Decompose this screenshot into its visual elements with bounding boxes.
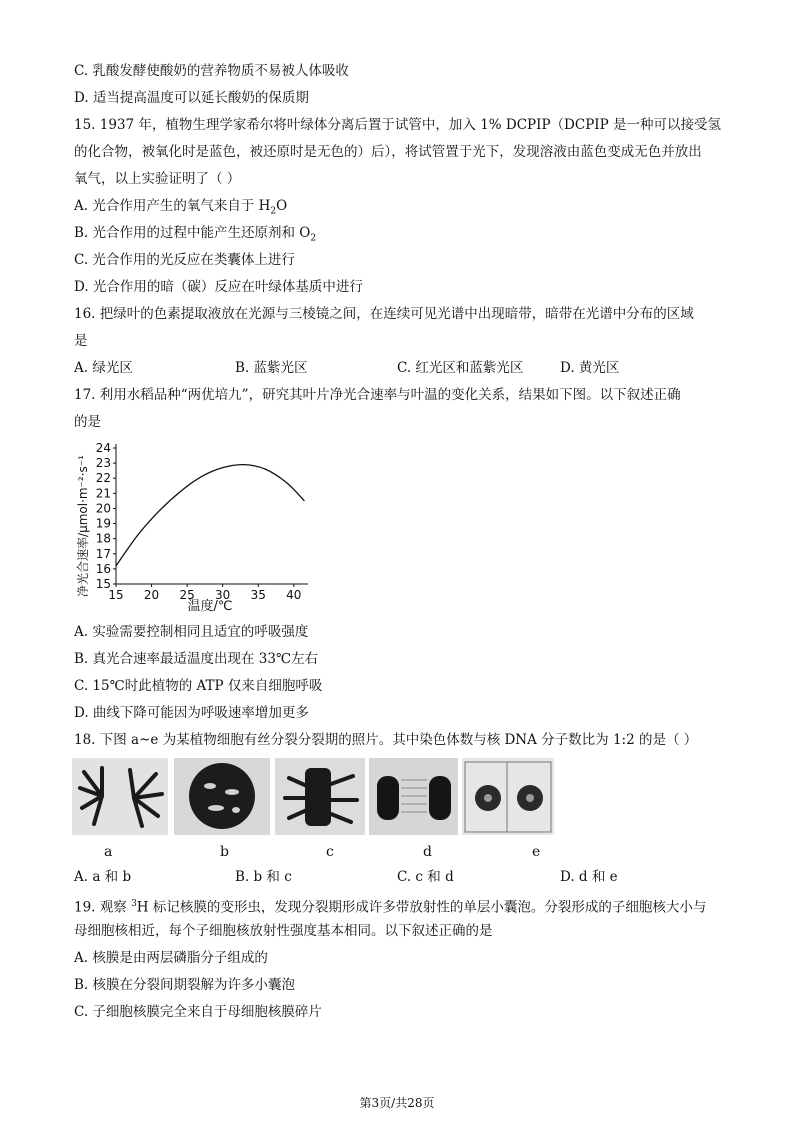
chart-x-tick-label: 35 [250, 588, 266, 602]
mitosis-photo-e [462, 758, 554, 835]
chart-series-line [116, 465, 304, 566]
q17-option-b: B. 真光合速率最适温度出现在 33℃左右 [74, 651, 319, 667]
q18-stem: 18. 下图 a~e 为某植物细胞有丝分裂分裂期的照片。其中染色体数与核 DNA 分子数比为 1:2 的是（ ） [74, 732, 698, 748]
q15-stem-line2: 的化合物，被氧化时是蓝色，被还原时是无色的）后），将试管置于光下，发现溶液由蓝色变成无色并放出 [74, 144, 702, 160]
chart-y-tick-label: 17 [95, 546, 111, 561]
chart-y-tick-label: 22 [95, 471, 111, 486]
q18-option-b: B. b 和 c [235, 869, 292, 885]
mitosis-photo-b [174, 758, 270, 835]
photo-label-b: b [220, 844, 229, 860]
chart-y-tick-label: 21 [95, 486, 111, 501]
q15-option-a: A. 光合作用产生的氧气来自于 $H_2O$ [74, 198, 288, 217]
q16-option-d: D. 黄光区 [560, 360, 620, 376]
chart-y-tick-label: 15 [95, 577, 111, 591]
chart-y-axis-label: 净光合速率/μmol·m⁻²·s⁻¹ [76, 455, 90, 597]
chart-y-tick-label: 18 [95, 531, 111, 546]
q15-stem-line3: 氧气，以上实验证明了（ ） [74, 171, 241, 187]
q16-option-b: B. 蓝紫光区 [235, 360, 308, 376]
chart-x-tick-label: 30 [215, 588, 231, 602]
mitosis-photo-d [369, 758, 458, 835]
q17-option-a: A. 实验需要控制相同且适宜的呼吸强度 [74, 624, 309, 640]
q16-stem-line2: 是 [74, 333, 88, 349]
q16-option-c: C. 红光区和蓝紫光区 [397, 360, 524, 376]
photo-label-d: d [423, 844, 432, 860]
q18-option-d: D. d 和 e [560, 869, 618, 885]
q14-option-c: C. 乳酸发酵使酸奶的营养物质不易被人体吸收 [74, 63, 349, 79]
q19-option-b: B. 核膜在分裂间期裂解为许多小囊泡 [74, 977, 296, 993]
q18-option-a: A. a 和 b [74, 869, 132, 885]
q19-stem-line2: 母细胞核相近，每个子细胞核放射性强度基本相同。以下叙述正确的是 [74, 923, 493, 939]
q16-stem-line1: 16. 把绿叶的色素提取液放在光源与三棱镜之间，在连续可见光谱中出现暗带，暗带在光谱中分布的区域 [74, 306, 694, 322]
photosynthesis-temperature-chart [72, 438, 317, 616]
q16-option-a: A. 绿光区 [74, 360, 133, 376]
chart-y-tick-label: 20 [95, 501, 111, 516]
q17-stem-line2: 的是 [74, 414, 101, 430]
photo-label-c: c [326, 844, 334, 860]
chart-x-tick-label: 15 [108, 588, 124, 602]
chart-axes [116, 444, 308, 584]
q14-option-d: D. 适当提高温度可以延长酸奶的保质期 [74, 90, 309, 106]
chart-y-ticks [96, 441, 116, 591]
chart-y-tick-label: 19 [95, 516, 111, 531]
chart-y-tick-label: 24 [95, 441, 111, 455]
q15-option-b: B. 光合作用的过程中能产生还原剂和 $O_2$ [74, 225, 317, 244]
q15-option-c: C. 光合作用的光反应在类囊体上进行 [74, 252, 295, 268]
q19-option-a: A. 核膜是由两层磷脂分子组成的 [74, 950, 268, 966]
mitosis-photo-c [275, 758, 365, 835]
chart-x-tick-label: 40 [286, 588, 302, 602]
chart-x-tick-label: 25 [179, 588, 195, 602]
chart-x-tick-label: 20 [143, 588, 160, 602]
chart-y-tick-label: 23 [95, 456, 111, 471]
photo-label-a: a [104, 844, 113, 860]
q15-stem-line1: 15. 1937 年，植物生理学家希尔将叶绿体分离后置于试管中，加入 1% DCPIP（DCPIP 是一种可以接受氢 [74, 117, 722, 133]
q18-option-c: C. c 和 d [397, 869, 454, 885]
q19-option-c: C. 子细胞核膜完全来自于母细胞核膜碎片 [74, 1004, 322, 1020]
q15-option-d: D. 光合作用的暗（碳）反应在叶绿体基质中进行 [74, 279, 363, 295]
mitosis-photo-a [72, 758, 168, 835]
page-footer: 第3页/共28页 [359, 1096, 435, 1110]
q17-option-c: C. 15℃时此植物的 ATP 仅来自细胞呼吸 [74, 678, 323, 694]
chart-y-tick-label: 16 [95, 561, 111, 576]
q17-stem-line1: 17. 利用水稻品种“两优培九”，研究其叶片净光合速率与叶温的变化关系，结果如下图。以下叙述正确 [74, 387, 681, 403]
q17-option-d: D. 曲线下降可能因为呼吸速率增加更多 [74, 705, 309, 721]
q19-stem-line1: 19. 观察 $^3$H 标记核膜的变形虫，发现分裂期形成许多带放射性的单层小囊泡。分裂形成的子细胞核大小与 [74, 899, 707, 916]
chart-x-axis-label: 温度/℃ [187, 599, 233, 614]
photo-label-e: e [532, 844, 541, 860]
